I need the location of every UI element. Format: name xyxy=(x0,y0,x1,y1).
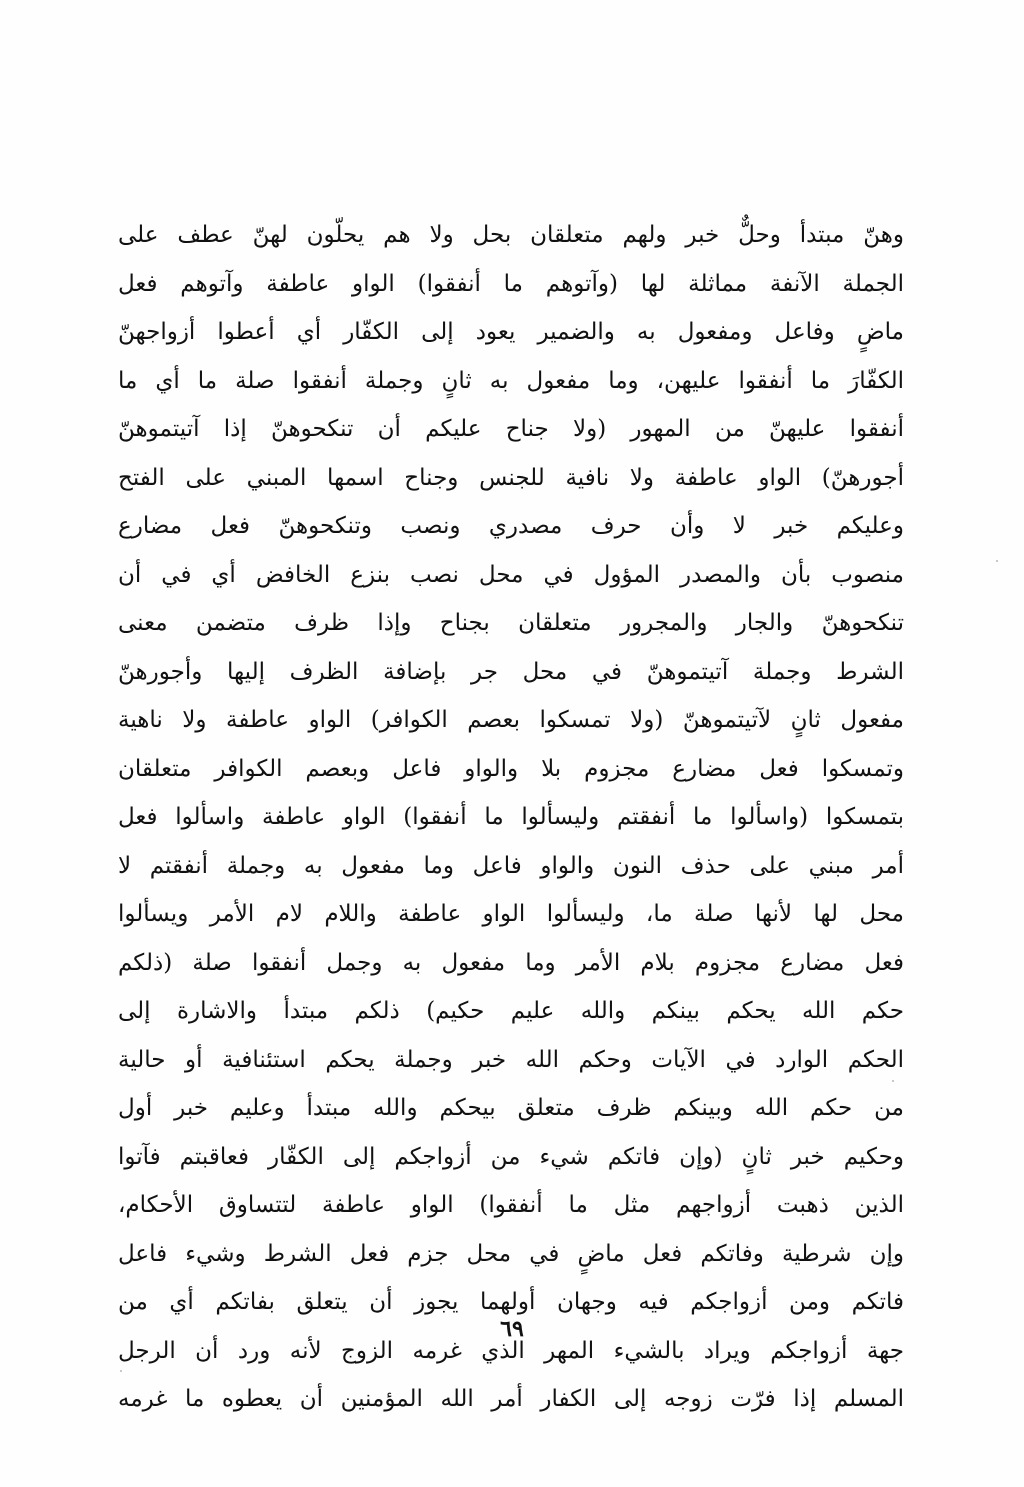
text-line: الذين ذهبت أزواجهم مثل ما أنفقوا) الواو عاطفة لتتساوق الأحكام، xyxy=(118,1192,904,1218)
text-line: أنفقوا عليهنّ من المهور (ولا جناح عليكم أن تنكحوهنّ إذا آتيتموهنّ xyxy=(118,416,904,442)
text-line: الجملة الآنفة مماثلة لها (وآتوهم ما أنفقوا) الواو عاطفة وآتوهم فعل xyxy=(118,270,904,297)
text-line: أجورهنّ) الواو عاطفة ولا نافية للجنس وجناح اسمها المبني على الفتح xyxy=(118,464,904,491)
text-line: بتمسكوا (واسألوا ما أنفقتم وليسألوا ما أنفقوا) الواو عاطفة واسألوا فعل xyxy=(118,804,904,830)
text-line: فعل مضارع مجزوم بلام الأمر وما مفعول به وجمل أنفقوا صلة (ذلكم xyxy=(118,949,904,976)
text-line: محل لها لأنها صلة ما، وليسألوا الواو عاطفة واللام لام الأمر ويسألوا xyxy=(118,901,904,927)
text-line: فاتكم ومن أزواجكم فيه وجهان أولهما يجوز أن يتعلق بفاتكم أي من xyxy=(118,1289,904,1315)
text-line: ماضٍ وفاعل ومفعول به والضمير يعود إلى الكفّار أي أعطوا أزواجهنّ xyxy=(118,319,904,345)
text-line: تنكحوهنّ والجار والمجرور متعلقان بجناح وإذا ظرف متضمن معنى xyxy=(118,610,904,636)
text-line: مفعول ثانٍ لآتيتموهنّ (ولا تمسكوا بعصم الكوافر) الواو عاطفة ولا ناهية xyxy=(118,707,904,733)
page-number: ٦٩ xyxy=(500,1316,524,1342)
text-line: وتمسكوا فعل مضارع مجزوم بلا والواو فاعل وبعصم الكوافر متعلقان xyxy=(118,755,904,782)
text-line: المسلم إذا فرّت زوجه إلى الكفار أمر الله المؤمنين أن يعطوه ما غرمه xyxy=(118,1386,904,1412)
text-line: الحكم الوارد في الآيات وحكم الله خبر وجملة يحكم استئنافية أو حالية xyxy=(118,1046,904,1073)
text-line: منصوب بأن والمصدر المؤول في محل نصب بنزع الخافض أي في أن xyxy=(118,561,904,588)
text-line: الكفّارَ ما أنفقوا عليهن، وما مفعول به ثانٍ وجملة أنفقوا صلة ما أي ما xyxy=(118,367,904,394)
text-line: أمر مبني على حذف النون والواو فاعل وما مفعول به وجملة أنفقتم لا xyxy=(118,852,904,879)
text-line: الشرط وجملة آتيتموهنّ في محل جر بإضافة الظرف إليها وأجورهنّ xyxy=(118,658,904,685)
text-line: جهة أزواجكم ويراد بالشيء المهر الذي غرمه الزوج لأنه ورد أن الرجل xyxy=(118,1337,904,1364)
text-line: حكم الله يحكم بينكم والله عليم حكيم) ذلكم مبتدأ والاشارة إلى xyxy=(118,998,904,1024)
text-line: وعليكم خبر لا وأن حرف مصدري ونصب وتنكحوهنّ فعل مضارع xyxy=(118,513,904,539)
text-line: وهنّ مبتدأ وحلٌّ خبر ولهم متعلقان بحل ولا هم يحلّون لهنّ عطف على xyxy=(118,222,904,248)
text-line: وحكيم خبر ثانٍ (وإن فاتكم شيء من أزواجكم إلى الكفّار فعاقبتم فآتوا xyxy=(118,1143,904,1170)
body-text xyxy=(118,211,904,1424)
text-line: وإن شرطية وفاتكم فعل ماضٍ في محل جزم فعل الشرط وشيء فاعل xyxy=(118,1240,904,1267)
text-line: من حكم الله وبينكم ظرف متعلق بيحكم والله مبتدأ وعليم خبر أول xyxy=(118,1095,904,1121)
scan-speck xyxy=(996,560,998,562)
